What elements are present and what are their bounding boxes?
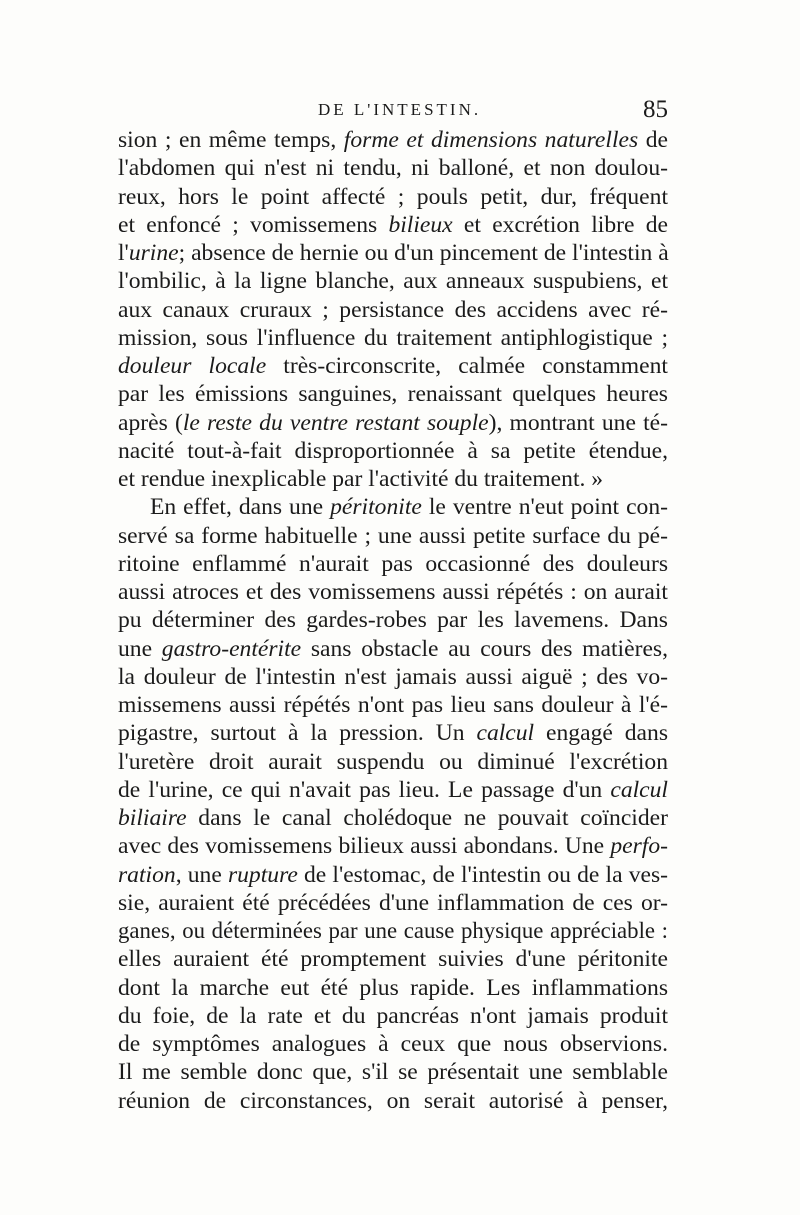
text-line bbox=[118, 748, 668, 776]
text-segment: ), montrant une té- bbox=[488, 409, 668, 436]
italic-text: biliaire bbox=[118, 805, 187, 831]
text-line bbox=[118, 267, 668, 295]
text-segment: mission, sous l'influence du traitement antiphlogistique ; bbox=[118, 324, 668, 351]
text-segment: avec des vomissemens bilieux aussi abondans. Une bbox=[118, 833, 611, 860]
text-line bbox=[118, 917, 668, 945]
text-segment: engagé dans bbox=[534, 720, 668, 747]
text-segment: pu déterminer des gardes-robes par les lavemens. Dans bbox=[118, 607, 668, 634]
italic-text: urine bbox=[128, 240, 179, 266]
text-line bbox=[118, 719, 668, 747]
text-segment: ganes, ou déterminées par une cause physique appréciable : bbox=[118, 918, 668, 943]
text-line bbox=[118, 889, 668, 917]
italic-text: calcul bbox=[610, 776, 668, 803]
italic-text: rupture bbox=[227, 861, 298, 888]
text-line bbox=[118, 861, 668, 889]
text-segment: , une bbox=[175, 861, 228, 888]
text-segment: de symptômes analogues à ceux que nous observions. bbox=[118, 1031, 668, 1057]
text-line bbox=[118, 606, 668, 634]
text-segment: Il me semble donc que, s'il se présentait une semblable bbox=[118, 1059, 668, 1086]
text-segment: après ( bbox=[118, 409, 183, 436]
text-line bbox=[118, 1002, 668, 1030]
text-segment: et excrétion libre de bbox=[452, 211, 668, 238]
text-line bbox=[118, 832, 668, 860]
text-segment: sion ; en même temps, bbox=[118, 127, 344, 153]
text-segment: dont la marche eut été plus rapide. Les inflammations bbox=[118, 974, 668, 1001]
text-line bbox=[118, 522, 668, 550]
text-segment: l' bbox=[118, 240, 129, 266]
text-line bbox=[118, 635, 668, 663]
text-segment: elles auraient été promptement suivies d'une péritonite bbox=[118, 946, 668, 973]
text-segment: le ventre n'eut point con- bbox=[421, 494, 668, 521]
text-segment: aussi atroces et des vomissemens aussi répétés : on aurait bbox=[118, 579, 668, 605]
text-line bbox=[118, 465, 668, 493]
text-line bbox=[118, 352, 668, 380]
italic-text: ration bbox=[118, 861, 176, 888]
text-line bbox=[118, 804, 668, 832]
text-segment: sie, auraient été précédées d'une inflammation de ces or- bbox=[118, 889, 668, 916]
text-segment: aux canaux cruraux ; persistance des accidens avec ré- bbox=[118, 296, 668, 323]
text-line bbox=[118, 380, 668, 408]
italic-text: calcul bbox=[476, 720, 535, 747]
italic-text: forme et dimensions naturelles bbox=[343, 127, 639, 153]
italic-text: bilieux bbox=[388, 211, 453, 238]
body-text bbox=[118, 126, 668, 1115]
page-number: 85 bbox=[643, 96, 668, 123]
italic-text: douleur locale bbox=[118, 353, 267, 379]
text-segment: et enfoncé ; vomissemens bbox=[118, 211, 389, 238]
text-segment: l'uretère droit aurait suspendu ou diminué l'excrétion bbox=[118, 748, 668, 775]
text-line bbox=[118, 1087, 668, 1115]
text-line bbox=[118, 663, 668, 691]
italic-text: le reste du ventre restant souple bbox=[182, 409, 489, 436]
text-segment: du foie, de la rate et du pancréas n'ont jamais produit bbox=[118, 1002, 668, 1029]
text-line bbox=[118, 945, 668, 973]
text-line bbox=[118, 493, 668, 521]
text-line bbox=[118, 239, 668, 267]
text-line bbox=[118, 1058, 668, 1086]
text-segment: ritoine enflammé n'aurait pas occasionné des douleurs bbox=[118, 550, 668, 577]
text-segment: de l'urine, ce qui n'avait pas lieu. Le passage d'un bbox=[118, 776, 611, 803]
text-line bbox=[118, 211, 668, 239]
italic-text: perfo- bbox=[610, 833, 668, 860]
text-line bbox=[118, 296, 668, 324]
text-line bbox=[118, 578, 668, 606]
text-line bbox=[118, 409, 668, 437]
text-line bbox=[118, 183, 668, 211]
text-line bbox=[118, 437, 668, 465]
text-segment: de bbox=[638, 127, 668, 153]
text-segment: ; absence de hernie ou d'un pincement de l'intestin à bbox=[178, 240, 669, 266]
text-line bbox=[118, 1030, 668, 1058]
running-head: DE L'INTESTIN. bbox=[318, 100, 482, 119]
text-segment: réunion de circonstances, on serait autorisé à penser, bbox=[118, 1087, 668, 1114]
italic-text: péritonite bbox=[330, 494, 422, 521]
text-segment: reux, hors le point affecté ; pouls petit, dur, fréquent bbox=[118, 183, 668, 210]
text-segment: servé sa forme habituelle ; une aussi petite surface du pé- bbox=[118, 522, 668, 549]
text-line bbox=[118, 550, 668, 578]
text-segment: missemens aussi répétés n'ont pas lieu sans douleur à l'é- bbox=[118, 692, 668, 718]
italic-text: gastro-entérite bbox=[161, 635, 302, 662]
text-segment: très-circonscrite, calmée constamment bbox=[266, 353, 668, 379]
text-line bbox=[118, 974, 668, 1002]
text-segment: une bbox=[118, 635, 162, 662]
text-line bbox=[118, 126, 668, 154]
text-segment: par les émissions sanguines, renaissant quelques heures bbox=[118, 381, 668, 408]
text-segment: l'abdomen qui n'est ni tendu, ni balloné, et non doulou- bbox=[118, 155, 668, 182]
text-segment: sans obstacle au cours des matières, bbox=[301, 635, 668, 662]
text-segment: nacité tout-à-fait disproportionnée à sa petite étendue, bbox=[118, 437, 668, 464]
text-line bbox=[118, 776, 668, 804]
text-segment: l'ombilic, à la ligne blanche, aux anneaux suspubiens, et bbox=[118, 268, 668, 295]
text-segment: et rendue inexplicable par l'activité du traitement. » bbox=[118, 466, 604, 492]
text-line bbox=[118, 154, 668, 182]
text-segment: pigastre, surtout à la pression. Un bbox=[118, 720, 477, 747]
text-segment: la douleur de l'intestin n'est jamais aussi aiguë ; des vo- bbox=[118, 663, 668, 690]
text-segment: En effet, dans une bbox=[150, 494, 331, 521]
text-line bbox=[118, 691, 668, 719]
text-line bbox=[118, 324, 668, 352]
text-segment: dans le canal cholédoque ne pouvait coïncider bbox=[186, 805, 668, 831]
text-segment: de l'estomac, de l'intestin ou de la ves- bbox=[297, 861, 668, 888]
